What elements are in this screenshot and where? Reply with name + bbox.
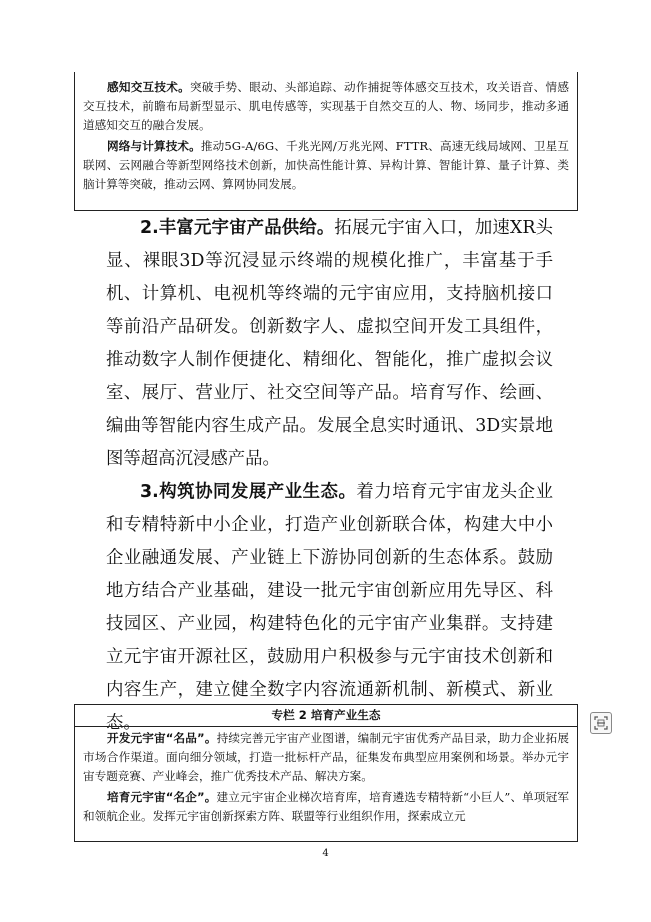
top-box-para-1-text: 突破手势、眼动、头部追踪、动作捕捉等体感交互技术，攻关语音、情感交互技术，前瞻布局新型显示、肌电传感等，实现基于自然交互的人、物、场同步，推动多通道感知交互的融合发展。: [83, 80, 569, 132]
bottom-box-para-2: [83, 788, 569, 826]
top-box-para-2-title: 网络与计算技术。: [107, 139, 201, 153]
top-box-para-2-text: 推动5G-A/6G、千兆光网/万兆光网、FTTR、高速无线局域网、卫星互联网、云网融合等新型网络技术创新，加快高性能计算、异构计算、智能计算、量子计算、类脑计算等突破，推动云网、算网协同发展。: [83, 139, 569, 191]
top-box-para-1: [83, 78, 569, 135]
top-feature-box: [74, 72, 578, 211]
page-number: 4: [322, 848, 329, 859]
top-box-para-2: [83, 137, 569, 194]
section-3-heading: 3.构筑协同发展产业生态。: [140, 482, 357, 502]
column-box-2: [74, 704, 578, 842]
bottom-box-para-1-title: 开发元宇宙“名品”。: [107, 731, 217, 745]
bottom-box-para-2-title: 培育元宇宙“名企”。: [107, 790, 217, 804]
top-box-para-1-title: 感知交互技术。: [107, 80, 190, 94]
section-2-paragraph: [106, 212, 553, 476]
column-box-body: [75, 727, 577, 826]
section-3-paragraph: [106, 476, 553, 740]
bottom-box-para-1: [83, 729, 569, 786]
section-2-heading: 2.丰富元宇宙产品供给。: [140, 218, 335, 238]
bottom-box-para-1-text: 持续完善元宇宙产业图谱，编制元宇宙优秀产品目录，助力企业拓展市场合作渠道。面向细分领域，打造一批标杆产品，征集发布典型应用案例和场景。举办元宇宙专题竞赛、产业峰会，推广优秀技术产品、解决方案。: [83, 731, 569, 783]
column-box-title: 专栏 2 培育产业生态: [75, 705, 577, 727]
scan-button[interactable]: [590, 712, 612, 734]
scan-icon: [594, 716, 608, 730]
bottom-box-para-2-text: 建立元宇宙企业梯次培育库，培育遴选专精特新“小巨人”、单项冠军和领航企业。发挥元宇宙创新探索方阵、联盟等行业组织作用，探索成立元: [83, 790, 570, 823]
section-3-text: 着力培育元宇宙龙头企业和专精特新中小企业，打造产业创新联合体，构建大中小企业融通发展、产业链上下游协同创新的生态体系。鼓励地方结合产业基础，建设一批元宇宙创新应用先导区、科技园区、产业园，构建特色化的元宇宙产业集群。支持建立元宇宙开源社区，鼓励用户积极参与元宇宙技术创新和内容生产，建立健全数字内容流通新机制、新模式、新业态。: [106, 482, 553, 733]
section-2-text: 拓展元宇宙入口，加速XR头显、裸眼3D等沉浸显示终端的规模化推广，丰富基于手机、计算机、电视机等终端的元宇宙应用，支持脑机接口等前沿产品研发。创新数字人、虚拟空间开发工具组件，推动数字人制作便捷化、精细化、智能化，推广虚拟会议室、展厅、营业厅、社交空间等产品。培育写作、绘画、编曲等智能内容生成产品。发展全息实时通讯、3D实景地图等超高沉浸感产品。: [106, 218, 553, 469]
